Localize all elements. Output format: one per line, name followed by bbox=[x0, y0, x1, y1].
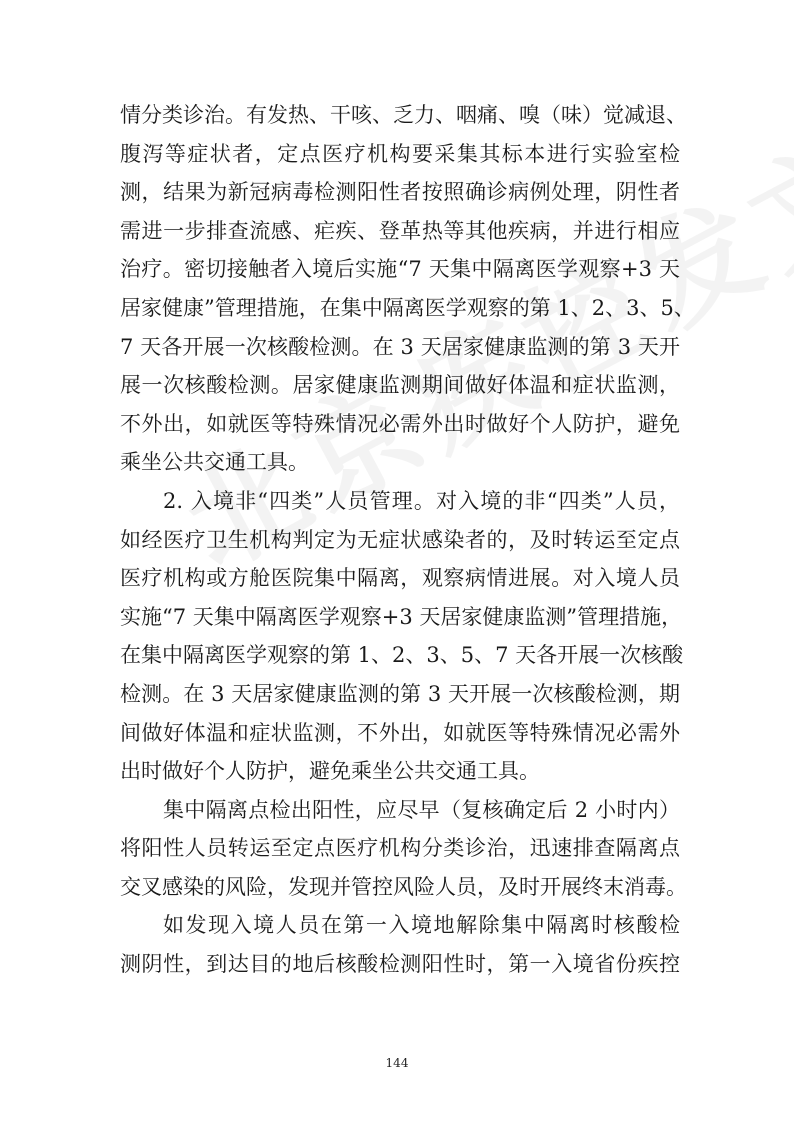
text-line: 将阳性人员转运至定点医疗机构分类诊治，迅速排查隔离点 bbox=[120, 836, 680, 861]
text-line: 间做好体温和症状监测，不外出，如就医等特殊情况必需外 bbox=[120, 720, 680, 745]
text-line: 腹泻等症状者，定点医疗机构要采集其标本进行实验室检 bbox=[120, 141, 680, 166]
text-line: 不外出，如就医等特殊情况必需外出时做好个人防护，避免 bbox=[120, 411, 680, 436]
page-number: 144 bbox=[385, 1056, 409, 1070]
text-line: 交叉感染的风险，发现并管控风险人员，及时开展终末消毒。 bbox=[120, 874, 687, 899]
text-line: 2. 入境非“四类”人员管理。对入境的非“四类”人员， bbox=[163, 488, 680, 513]
text-line: 测，结果为新冠病毒检测阳性者按照确诊病例处理，阴性者 bbox=[120, 180, 680, 205]
text-line: 在集中隔离医学观察的第 1、2、3、5、7 天各开展一次核酸 bbox=[120, 643, 684, 668]
text-line: 检测。在 3 天居家健康监测的第 3 天开展一次核酸检测，期 bbox=[120, 681, 680, 706]
text-line: 乘坐公共交通工具。 bbox=[120, 450, 309, 475]
text-line: 7 天各开展一次核酸检测。在 3 天居家健康监测的第 3 天开 bbox=[120, 334, 680, 359]
text-line: 如发现入境人员在第一入境地解除集中隔离时核酸检 bbox=[163, 913, 680, 938]
text-line: 如经医疗卫生机构判定为无症状感染者的，及时转运至定点 bbox=[120, 527, 680, 552]
text-line: 出时做好个人防护，避免乘坐公共交通工具。 bbox=[120, 759, 540, 784]
document-body bbox=[120, 96, 695, 984]
text-line: 医疗机构或方舱医院集中隔离，观察病情进展。对入境人员 bbox=[120, 566, 680, 591]
text-line: 展一次核酸检测。居家健康监测期间做好体温和症状监测， bbox=[120, 373, 680, 398]
text-line: 情分类诊治。有发热、干咳、乏力、咽痛、嗅（味）觉减退、 bbox=[120, 103, 687, 127]
text-line: 居家健康”管理措施，在集中隔离医学观察的第 1、2、3、5、 bbox=[120, 295, 695, 320]
text-line: 需进一步排查流感、疟疾、登革热等其他疾病，并进行相应 bbox=[120, 218, 680, 243]
text-line: 集中隔离点检出阳性，应尽早（复核确定后 2 小时内） bbox=[163, 797, 680, 822]
text-line: 实施“7 天集中隔离医学观察+3 天居家健康监测”管理措施， bbox=[120, 604, 683, 629]
text-line: 测阴性，到达目的地后核酸检测阳性时，第一入境省份疾控 bbox=[120, 952, 680, 977]
text-line: 治疗。密切接触者入境后实施“7 天集中隔离医学观察+3 天 bbox=[120, 257, 680, 282]
